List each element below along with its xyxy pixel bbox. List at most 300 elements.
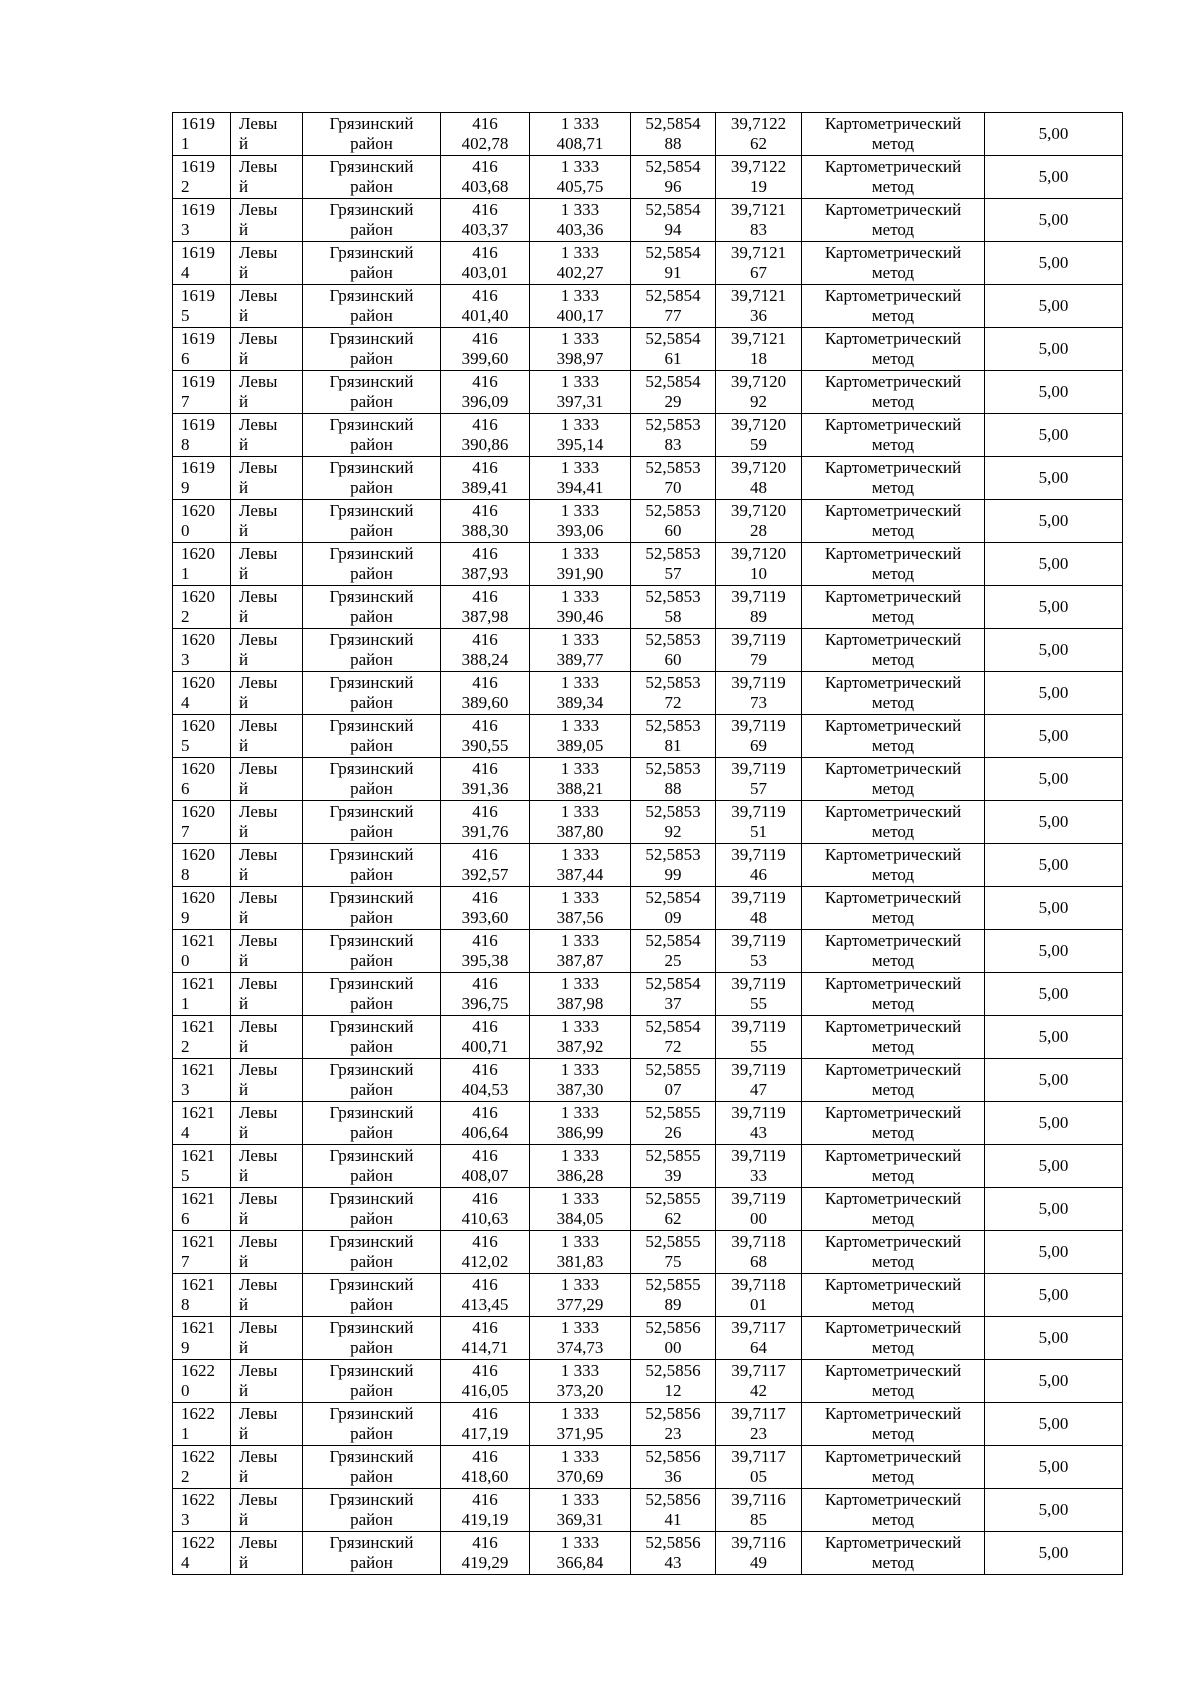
longitude-cell-line: 47 — [750, 1080, 767, 1099]
longitude-cell-line: 39,7119 — [731, 630, 786, 649]
longitude-cell — [716, 629, 802, 672]
y-coordinate-cell-line: 402,27 — [556, 263, 604, 282]
method-cell — [802, 715, 985, 758]
method-cell-line: Картометрический — [824, 286, 962, 305]
point-number-cell-line: 7 — [181, 822, 190, 841]
method-cell — [802, 156, 985, 199]
side-cell-line: й — [239, 1510, 249, 1529]
point-number-cell — [173, 156, 231, 199]
y-coordinate-cell-line: 1 333 — [560, 329, 600, 348]
latitude-cell-line: 52,5855 — [645, 1103, 701, 1122]
district-cell-line: Грязинский — [329, 673, 414, 692]
point-number-cell — [173, 1403, 231, 1446]
point-number-cell — [173, 1360, 231, 1403]
district-cell-line: Грязинский — [329, 1146, 414, 1165]
latitude-cell-line: 52,5853 — [645, 845, 701, 864]
point-number-cell — [173, 1231, 231, 1274]
y-coordinate-cell-line: 403,36 — [556, 220, 604, 239]
x-coordinate-cell — [441, 715, 530, 758]
latitude-cell — [631, 156, 716, 199]
side-cell-line: Левы — [239, 1275, 278, 1294]
latitude-cell — [631, 1274, 716, 1317]
district-cell-line: Грязинский — [329, 1103, 414, 1122]
accuracy-cell: 5,00 — [985, 113, 1123, 156]
latitude-cell-line: 52,5853 — [645, 759, 701, 778]
district-cell-line: Грязинский — [329, 1490, 414, 1509]
accuracy-cell: 5,00 — [985, 543, 1123, 586]
point-number-cell-line: 1621 — [181, 1146, 215, 1165]
method-cell-line: метод — [871, 478, 915, 497]
longitude-cell — [716, 1016, 802, 1059]
y-coordinate-cell-line: 1 333 — [560, 1232, 600, 1251]
x-coordinate-cell-line: 401,40 — [461, 306, 509, 325]
x-coordinate-cell-line: 399,60 — [461, 349, 509, 368]
latitude-cell-line: 52,5854 — [645, 114, 701, 133]
point-number-cell-line: 9 — [181, 478, 190, 497]
point-number-cell — [173, 1446, 231, 1489]
point-number-cell-line: 4 — [181, 1553, 190, 1572]
district-cell-line: Грязинский — [329, 372, 414, 391]
y-coordinate-cell-line: 1 333 — [560, 1490, 600, 1509]
x-coordinate-cell — [441, 113, 530, 156]
district-cell-line: район — [350, 908, 393, 927]
latitude-cell-line: 70 — [664, 478, 682, 497]
y-coordinate-cell-line: 366,84 — [556, 1553, 604, 1572]
method-cell-line: метод — [871, 908, 915, 927]
y-coordinate-cell — [530, 285, 631, 328]
y-coordinate-cell — [530, 199, 631, 242]
side-cell-line: й — [239, 435, 249, 454]
method-cell-line: Картометрический — [824, 1318, 962, 1337]
longitude-cell-line: 39,7119 — [731, 587, 786, 606]
method-cell-line: Картометрический — [824, 415, 962, 434]
side-cell-line: й — [239, 1424, 249, 1443]
side-cell-line: Левы — [239, 1447, 278, 1466]
point-number-cell-line: 2 — [181, 177, 190, 196]
district-cell-line: район — [350, 1295, 393, 1314]
x-coordinate-cell-line: 416,05 — [461, 1381, 509, 1400]
x-coordinate-cell-line: 402,78 — [461, 134, 509, 153]
y-coordinate-cell — [530, 457, 631, 500]
side-cell-line: й — [239, 951, 249, 970]
method-cell-line: Картометрический — [824, 1490, 962, 1509]
table-row — [173, 1102, 1123, 1145]
x-coordinate-cell-line: 416 — [472, 587, 498, 606]
side-cell — [231, 285, 303, 328]
district-cell-line: Грязинский — [329, 1404, 414, 1423]
y-coordinate-cell-line: 369,31 — [556, 1510, 604, 1529]
method-cell-line: Картометрический — [824, 1189, 962, 1208]
y-coordinate-cell-line: 387,80 — [556, 822, 604, 841]
district-cell-line: Грязинский — [329, 286, 414, 305]
latitude-cell-line: 52,5853 — [645, 716, 701, 735]
method-cell-line: Картометрический — [824, 114, 962, 133]
district-cell-line: район — [350, 865, 393, 884]
method-cell-line: метод — [871, 1123, 915, 1142]
method-cell-line: метод — [871, 1381, 915, 1400]
x-coordinate-cell-line: 403,37 — [461, 220, 509, 239]
side-cell — [231, 1489, 303, 1532]
point-number-cell — [173, 1016, 231, 1059]
point-number-cell-line: 1619 — [181, 157, 215, 176]
table-row — [173, 500, 1123, 543]
y-coordinate-cell-line: 1 333 — [560, 243, 600, 262]
side-cell-line: Левы — [239, 544, 278, 563]
method-cell-line: метод — [871, 1424, 915, 1443]
side-cell-line: Левы — [239, 415, 278, 434]
latitude-cell-line: 37 — [664, 994, 682, 1013]
method-cell — [802, 930, 985, 973]
latitude-cell-line: 09 — [664, 908, 682, 927]
longitude-cell-line: 05 — [750, 1467, 767, 1486]
longitude-cell — [716, 1145, 802, 1188]
point-number-cell-line: 1619 — [181, 200, 215, 219]
district-cell — [303, 414, 441, 457]
y-coordinate-cell-line: 1 333 — [560, 888, 600, 907]
district-cell-line: район — [350, 263, 393, 282]
x-coordinate-cell-line: 393,60 — [461, 908, 509, 927]
longitude-cell-line: 49 — [750, 1553, 767, 1572]
point-number-cell-line: 1619 — [181, 415, 215, 434]
y-coordinate-cell-line: 1 333 — [560, 1275, 600, 1294]
method-cell-line: Картометрический — [824, 974, 962, 993]
side-cell-line: Левы — [239, 1404, 278, 1423]
method-cell-line: Картометрический — [824, 1447, 962, 1466]
side-cell — [231, 414, 303, 457]
x-coordinate-cell-line: 416 — [472, 286, 498, 305]
latitude-cell — [631, 328, 716, 371]
point-number-cell — [173, 113, 231, 156]
method-cell — [802, 1059, 985, 1102]
x-coordinate-cell-line: 416 — [472, 673, 498, 692]
y-coordinate-cell — [530, 801, 631, 844]
x-coordinate-cell-line: 416 — [472, 458, 498, 477]
latitude-cell — [631, 457, 716, 500]
latitude-cell-line: 41 — [664, 1510, 682, 1529]
x-coordinate-cell — [441, 1446, 530, 1489]
point-number-cell-line: 7 — [181, 1252, 190, 1271]
table-row — [173, 1274, 1123, 1317]
side-cell — [231, 1274, 303, 1317]
point-number-cell-line: 1620 — [181, 587, 215, 606]
side-cell — [231, 500, 303, 543]
x-coordinate-cell — [441, 371, 530, 414]
latitude-cell — [631, 672, 716, 715]
latitude-cell — [631, 586, 716, 629]
longitude-cell-line: 39,7119 — [731, 673, 786, 692]
point-number-cell — [173, 887, 231, 930]
table-row — [173, 586, 1123, 629]
x-coordinate-cell — [441, 1274, 530, 1317]
side-cell-line: й — [239, 650, 249, 669]
table-body — [173, 113, 1123, 1575]
method-cell — [802, 1446, 985, 1489]
side-cell — [231, 1231, 303, 1274]
method-cell — [802, 973, 985, 1016]
side-cell-line: й — [239, 779, 249, 798]
side-cell — [231, 715, 303, 758]
method-cell — [802, 1489, 985, 1532]
longitude-cell-line: 73 — [750, 693, 767, 712]
y-coordinate-cell-line: 390,46 — [556, 607, 604, 626]
latitude-cell-line: 89 — [664, 1295, 682, 1314]
table-row — [173, 199, 1123, 242]
latitude-cell-line: 60 — [664, 521, 682, 540]
latitude-cell — [631, 1446, 716, 1489]
latitude-cell-line: 52,5855 — [645, 1146, 701, 1165]
longitude-cell-line: 62 — [750, 134, 767, 153]
point-number-cell — [173, 500, 231, 543]
longitude-cell-line: 68 — [750, 1252, 767, 1271]
longitude-cell-line: 39,7117 — [731, 1404, 786, 1423]
point-number-cell — [173, 629, 231, 672]
longitude-cell-line: 67 — [750, 263, 767, 282]
table-row — [173, 672, 1123, 715]
latitude-cell — [631, 1532, 716, 1575]
y-coordinate-cell-line: 400,17 — [556, 306, 604, 325]
side-cell — [231, 844, 303, 887]
point-number-cell-line: 9 — [181, 1338, 190, 1357]
point-number-cell — [173, 930, 231, 973]
point-number-cell-line: 1620 — [181, 673, 215, 692]
y-coordinate-cell-line: 381,83 — [556, 1252, 604, 1271]
longitude-cell-line: 33 — [750, 1166, 767, 1185]
y-coordinate-cell-line: 370,69 — [556, 1467, 604, 1486]
table-row — [173, 113, 1123, 156]
district-cell-line: Грязинский — [329, 802, 414, 821]
method-cell-line: Картометрический — [824, 157, 962, 176]
latitude-cell-line: 88 — [664, 134, 682, 153]
longitude-cell-line: 39,7121 — [730, 329, 787, 348]
longitude-cell — [716, 1446, 802, 1489]
table-row — [173, 1446, 1123, 1489]
district-cell-line: Грязинский — [329, 1017, 414, 1036]
longitude-cell — [716, 715, 802, 758]
y-coordinate-cell-line: 1 333 — [560, 501, 600, 520]
table-row — [173, 1532, 1123, 1575]
point-number-cell-line: 0 — [181, 1381, 190, 1400]
point-number-cell-line: 1 — [181, 994, 190, 1013]
point-number-cell-line: 1620 — [181, 716, 215, 735]
latitude-cell-line: 96 — [664, 177, 682, 196]
side-cell-line: Левы — [239, 157, 278, 176]
x-coordinate-cell — [441, 672, 530, 715]
side-cell-line: Левы — [239, 329, 278, 348]
accuracy-cell: 5,00 — [985, 242, 1123, 285]
latitude-cell — [631, 543, 716, 586]
side-cell-line: Левы — [239, 1189, 278, 1208]
longitude-cell-line: 39,7118 — [731, 1275, 786, 1294]
table-row — [173, 156, 1123, 199]
latitude-cell — [631, 629, 716, 672]
point-number-cell-line: 1621 — [181, 1189, 215, 1208]
district-cell — [303, 457, 441, 500]
point-number-cell-line: 1621 — [181, 1017, 215, 1036]
district-cell — [303, 629, 441, 672]
x-coordinate-cell-line: 391,76 — [461, 822, 509, 841]
accuracy-cell: 5,00 — [985, 328, 1123, 371]
method-cell-line: метод — [871, 607, 915, 626]
x-coordinate-cell-line: 418,60 — [461, 1467, 509, 1486]
point-number-cell-line: 2 — [181, 1037, 190, 1056]
x-coordinate-cell-line: 416 — [472, 759, 498, 778]
point-number-cell-line: 9 — [181, 908, 190, 927]
district-cell-line: район — [350, 779, 393, 798]
x-coordinate-cell-line: 416 — [472, 1447, 498, 1466]
latitude-cell-line: 81 — [664, 736, 682, 755]
district-cell-line: район — [350, 1381, 393, 1400]
longitude-cell-line: 39,7117 — [731, 1318, 786, 1337]
latitude-cell-line: 52,5854 — [645, 931, 701, 950]
latitude-cell-line: 26 — [664, 1123, 682, 1142]
y-coordinate-cell-line: 408,71 — [556, 134, 604, 153]
accuracy-cell: 5,00 — [985, 1145, 1123, 1188]
side-cell-line: Левы — [239, 1318, 278, 1337]
side-cell-line: Левы — [239, 200, 278, 219]
latitude-cell-line: 52,5856 — [645, 1318, 701, 1337]
latitude-cell-line: 58 — [664, 607, 682, 626]
accuracy-cell: 5,00 — [985, 844, 1123, 887]
accuracy-cell: 5,00 — [985, 1102, 1123, 1145]
district-cell-line: Грязинский — [329, 716, 414, 735]
accuracy-cell: 5,00 — [985, 1360, 1123, 1403]
point-number-cell-line: 4 — [181, 263, 190, 282]
district-cell — [303, 371, 441, 414]
latitude-cell-line: 52,5854 — [645, 200, 701, 219]
table-row — [173, 973, 1123, 1016]
latitude-cell-line: 52,5853 — [645, 587, 701, 606]
table-row — [173, 1403, 1123, 1446]
district-cell-line: район — [350, 1037, 393, 1056]
y-coordinate-cell — [530, 1231, 631, 1274]
side-cell — [231, 1317, 303, 1360]
longitude-cell — [716, 1317, 802, 1360]
y-coordinate-cell-line: 374,73 — [556, 1338, 604, 1357]
accuracy-cell: 5,00 — [985, 199, 1123, 242]
longitude-cell-line: 69 — [750, 736, 767, 755]
side-cell — [231, 199, 303, 242]
y-coordinate-cell-line: 1 333 — [560, 286, 600, 305]
table-row — [173, 758, 1123, 801]
point-number-cell-line: 1621 — [181, 1232, 215, 1251]
longitude-cell-line: 39,7119 — [731, 1146, 786, 1165]
y-coordinate-cell-line: 1 333 — [560, 114, 600, 133]
side-cell-line: Левы — [239, 1060, 278, 1079]
district-cell — [303, 1403, 441, 1446]
x-coordinate-cell-line: 404,53 — [461, 1080, 509, 1099]
x-coordinate-cell-line: 416 — [472, 630, 498, 649]
latitude-cell-line: 52,5855 — [645, 1060, 701, 1079]
district-cell — [303, 1145, 441, 1188]
point-number-cell-line: 1622 — [181, 1361, 215, 1380]
district-cell — [303, 887, 441, 930]
x-coordinate-cell-line: 416 — [472, 1318, 498, 1337]
method-cell-line: метод — [871, 349, 915, 368]
longitude-cell — [716, 844, 802, 887]
longitude-cell-line: 28 — [750, 521, 767, 540]
latitude-cell-line: 52,5856 — [645, 1533, 701, 1552]
x-coordinate-cell-line: 416 — [472, 802, 498, 821]
latitude-cell-line: 52,5854 — [645, 974, 701, 993]
method-cell-line: Картометрический — [824, 1060, 962, 1079]
longitude-cell — [716, 371, 802, 414]
side-cell-line: Левы — [239, 888, 278, 907]
district-cell — [303, 672, 441, 715]
method-cell-line: метод — [871, 134, 915, 153]
latitude-cell-line: 52,5856 — [645, 1490, 701, 1509]
method-cell-line: Картометрический — [824, 501, 962, 520]
x-coordinate-cell-line: 416 — [472, 974, 498, 993]
longitude-cell-line: 39,7120 — [730, 501, 787, 520]
method-cell-line: метод — [871, 1338, 915, 1357]
district-cell-line: район — [350, 435, 393, 454]
district-cell-line: район — [350, 693, 393, 712]
accuracy-cell: 5,00 — [985, 758, 1123, 801]
longitude-cell-line: 85 — [750, 1510, 767, 1529]
point-number-cell — [173, 844, 231, 887]
y-coordinate-cell-line: 387,87 — [556, 951, 604, 970]
latitude-cell-line: 52,5854 — [645, 286, 701, 305]
latitude-cell — [631, 414, 716, 457]
latitude-cell-line: 52,5855 — [645, 1189, 701, 1208]
y-coordinate-cell-line: 397,31 — [556, 392, 604, 411]
point-number-cell — [173, 1274, 231, 1317]
y-coordinate-cell — [530, 242, 631, 285]
latitude-cell-line: 72 — [664, 693, 682, 712]
point-number-cell-line: 5 — [181, 306, 190, 325]
accuracy-cell: 5,00 — [985, 586, 1123, 629]
point-number-cell — [173, 242, 231, 285]
district-cell-line: район — [350, 607, 393, 626]
x-coordinate-cell-line: 389,60 — [461, 693, 509, 712]
x-coordinate-cell-line: 403,01 — [461, 263, 509, 282]
table-row — [173, 801, 1123, 844]
x-coordinate-cell-line: 392,57 — [461, 865, 509, 884]
y-coordinate-cell-line: 387,98 — [556, 994, 604, 1013]
point-number-cell — [173, 758, 231, 801]
point-number-cell — [173, 328, 231, 371]
method-cell-line: метод — [871, 521, 915, 540]
latitude-cell — [631, 285, 716, 328]
x-coordinate-cell — [441, 1489, 530, 1532]
x-coordinate-cell-line: 416 — [472, 114, 498, 133]
side-cell-line: Левы — [239, 759, 278, 778]
longitude-cell-line: 64 — [750, 1338, 767, 1357]
x-coordinate-cell — [441, 242, 530, 285]
longitude-cell-line: 23 — [750, 1424, 767, 1443]
longitude-cell-line: 39,7116 — [731, 1533, 786, 1552]
district-cell-line: Грязинский — [329, 931, 414, 950]
x-coordinate-cell — [441, 1231, 530, 1274]
y-coordinate-cell — [530, 328, 631, 371]
accuracy-cell: 5,00 — [985, 1403, 1123, 1446]
point-number-cell-line: 8 — [181, 435, 190, 454]
method-cell-line: метод — [871, 220, 915, 239]
latitude-cell-line: 52,5853 — [645, 544, 701, 563]
table-row — [173, 543, 1123, 586]
side-cell-line: й — [239, 392, 249, 411]
point-number-cell — [173, 715, 231, 758]
side-cell — [231, 1059, 303, 1102]
method-cell — [802, 457, 985, 500]
longitude-cell-line: 42 — [750, 1381, 767, 1400]
side-cell — [231, 801, 303, 844]
method-cell-line: Картометрический — [824, 544, 962, 563]
longitude-cell-line: 39,7120 — [730, 372, 787, 391]
y-coordinate-cell — [530, 758, 631, 801]
district-cell-line: Грязинский — [329, 888, 414, 907]
side-cell-line: Левы — [239, 802, 278, 821]
